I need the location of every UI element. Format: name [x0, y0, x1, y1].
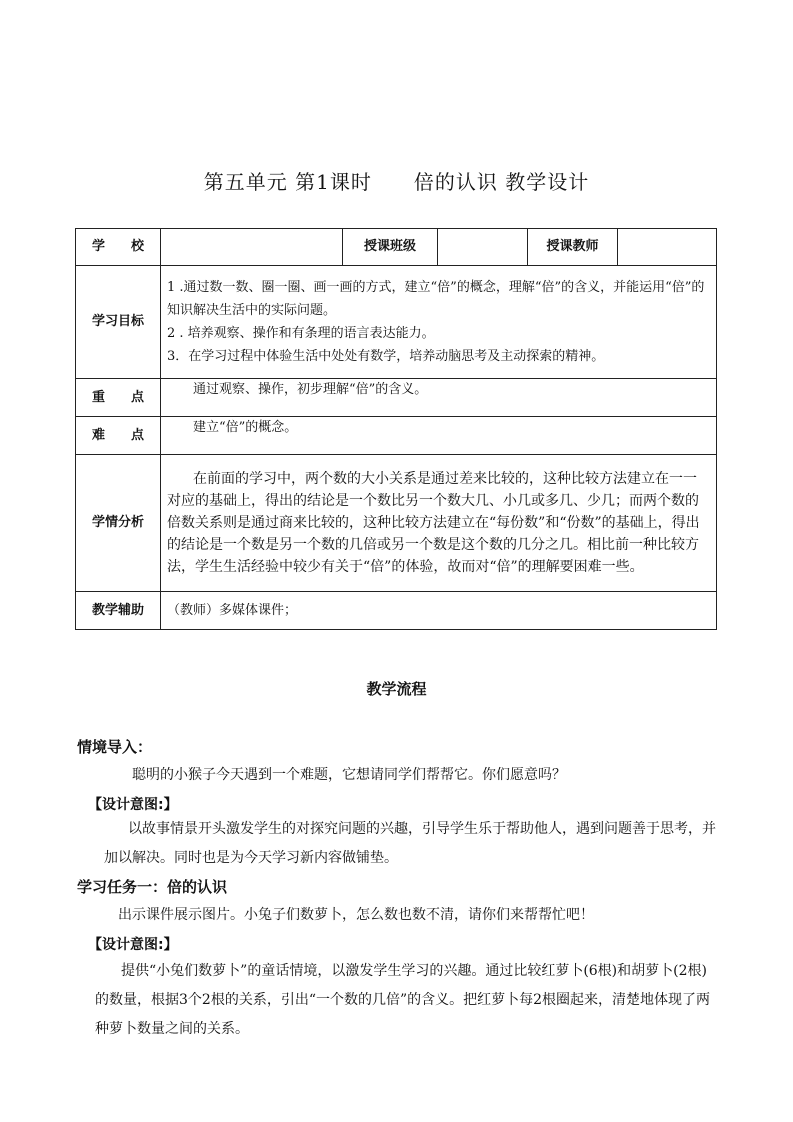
school-label: 学 校: [76, 229, 161, 266]
teacher-label: 授课教师: [528, 229, 618, 266]
analysis-text: 在前面的学习中，两个数的大小关系是通过差来比较的，这种比较方法建立在一一对应的基础上，得出的结论是一个数比另一个数大几、小几或多几、少几；而两个数的倍数关系则是通过商来比较的，这种比较方法建立在“每份数”和“份数”的基础上，得出的结论是一个数是另一个数的几倍或另一个数是这个数的几分之几。相比前一种比较方法，学生生活经验中较少有关于“倍”的体验，故而对“倍”的理解要困难一些。: [161, 455, 717, 592]
class-label: 授课班级: [343, 229, 438, 266]
flow-heading: 教学流程: [366, 680, 427, 698]
task1-text: 出示课件展示图片。小兔子们数萝卜，怎么数也数不清，请你们来帮帮忙吧！: [118, 907, 594, 923]
key-point-label: 重 点: [76, 379, 161, 417]
goals-cell: [161, 266, 717, 379]
goal-item-2: 2 . 培养观察、操作和有条理的语言表达能力。: [167, 326, 435, 341]
intro-heading: 情境导入：: [77, 738, 153, 756]
table-row: [76, 229, 717, 266]
teaching-aid-label: 教学辅助: [76, 592, 161, 630]
design-intent-label-2: 【设计意图:】: [88, 937, 178, 953]
design-intent-label-1: 【设计意图:】: [88, 797, 178, 813]
table-row: [76, 266, 717, 379]
table-row: [76, 379, 717, 417]
lesson-info-table: [75, 228, 717, 630]
design-intent-text-1: 以故事情景开头激发学生的对探究问题的兴趣，引导学生乐于帮助他人，遇到问题善于思考，并加以解决。同时也是为今天学习新内容做铺垫。: [104, 821, 716, 866]
key-point-text: 通过观察、操作，初步理解“倍”的含义。: [161, 379, 717, 417]
teacher-value: [618, 229, 717, 266]
document-title: 第五单元 第1课时 倍的认识 教学设计: [203, 170, 590, 194]
goals-label: 学习目标: [76, 266, 161, 379]
table-row: [76, 417, 717, 455]
goal-item-1: 1 .通过数一数、圈一圈、画一画的方式，建立“倍”的概念，理解“倍”的含义，并能运用“倍”的知识解决生活中的实际问题。: [167, 280, 705, 318]
design-intent-text-2: 提供“小兔们数萝卜”的童话情境，以激发学生学习的兴趣。通过比较红萝卜(6根)和胡萝卜(2根)的数量，根据3个2根的关系，引出“一个数的几倍”的含义。把红萝卜每2根圈起来，清楚地体现了两种萝卜数量之间的关系。: [95, 963, 711, 1037]
analysis-label: 学情分析: [76, 455, 161, 592]
difficulty-label: 难 点: [76, 417, 161, 455]
table-row: [76, 455, 717, 592]
intro-text: 聪明的小猴子今天遇到一个难题，它想请同学们帮帮它。你们愿意吗？: [132, 767, 566, 783]
teaching-aid-text: （教师）多媒体课件；: [161, 592, 717, 630]
table-row: [76, 592, 717, 630]
difficulty-text: 建立“倍”的概念。: [161, 417, 717, 455]
task1-heading: 学习任务一：倍的认识: [77, 878, 228, 896]
goal-item-3: 3．在学习过程中体验生活中处处有数学，培养动脑思考及主动探索的精神。: [167, 349, 605, 364]
school-value: [161, 229, 343, 266]
class-value: [438, 229, 528, 266]
